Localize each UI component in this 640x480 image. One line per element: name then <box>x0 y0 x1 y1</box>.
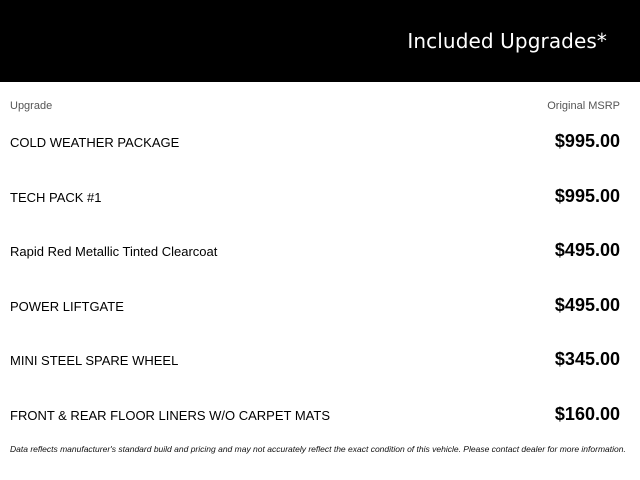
upgrade-name: POWER LIFTGATE <box>10 298 124 314</box>
upgrade-price: $495.00 <box>554 294 620 315</box>
upgrade-row <box>0 168 640 223</box>
upgrade-name: Rapid Red Metallic Tinted Clearcoat <box>10 244 218 259</box>
upgrade-name: COLD WEATHER PACKAGE <box>10 135 180 150</box>
upgrade-row <box>0 386 640 441</box>
upgrade-row <box>0 331 640 386</box>
upgrade-column-header: Upgrade <box>10 100 53 112</box>
msrp-column-header: Original MSRP <box>547 100 620 112</box>
header-banner <box>0 0 640 82</box>
upgrade-name: MINI STEEL SPARE WHEEL <box>10 353 179 368</box>
upgrade-price: $345.00 <box>554 349 620 369</box>
upgrade-price: $495.00 <box>554 240 620 260</box>
disclaimer-text: Data reflects manufacturer's standard build and pricing and may not accurately reflect the exact condition of this vehicle. Please contact dealer for more information. <box>10 444 626 454</box>
upgrade-name: TECH PACK #1 <box>10 189 102 205</box>
page-title: Included Upgrades* <box>407 29 607 53</box>
upgrade-row <box>0 113 640 168</box>
upgrade-row <box>0 277 640 332</box>
upgrade-row <box>0 222 640 277</box>
upgrade-name: FRONT & REAR FLOOR LINERS W/O CARPET MATS <box>10 407 330 423</box>
upgrade-price: $160.00 <box>554 403 620 424</box>
upgrade-price: $995.00 <box>554 131 620 151</box>
upgrades-list <box>0 113 640 440</box>
upgrade-price: $995.00 <box>554 185 620 206</box>
